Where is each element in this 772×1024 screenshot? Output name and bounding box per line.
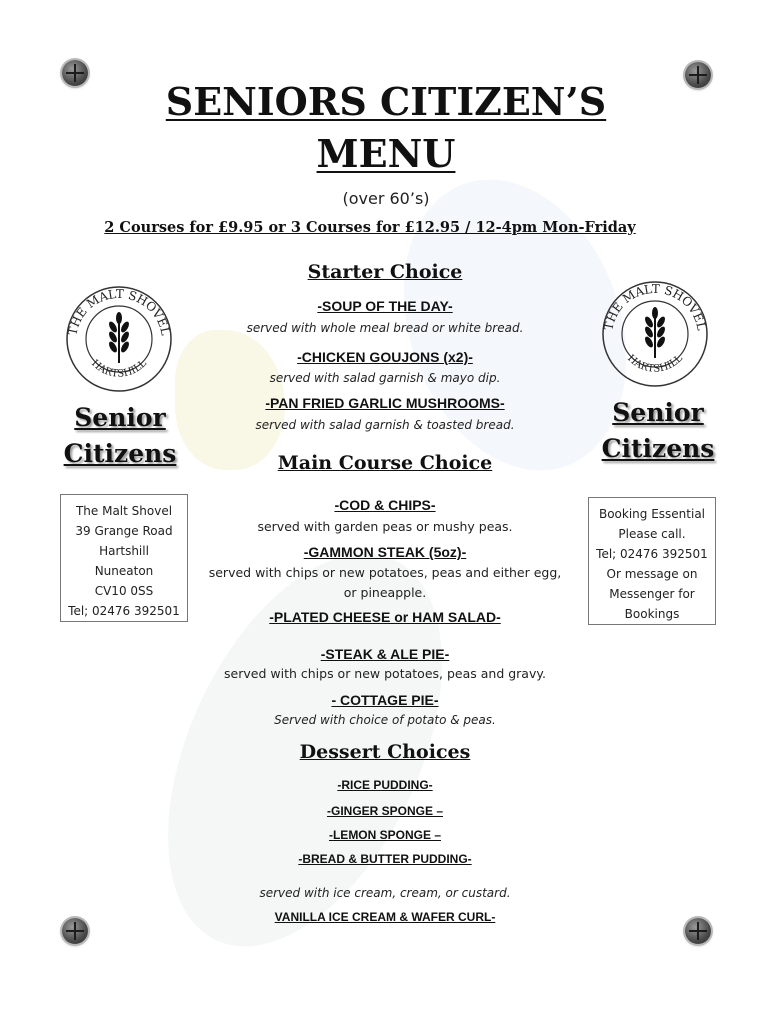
dessert-extra: VANILLA ICE CREAM & WAFER CURL- xyxy=(274,910,496,924)
senior-word: Senior xyxy=(74,403,166,432)
logo-bottom-text: HARTSHILL xyxy=(625,352,685,375)
booking-line: Bookings xyxy=(624,607,680,621)
senior-word: Senior xyxy=(612,398,704,427)
main-item-name: - COTTAGE PIE- xyxy=(331,692,439,708)
starter-item-name: -CHICKEN GOUJONS (x2)- xyxy=(297,349,473,365)
main-item-desc: Served with choice of potato & peas. xyxy=(274,713,496,727)
address-line: CV10 0SS xyxy=(94,584,154,598)
wheat-icon xyxy=(107,312,130,363)
address-line: The Malt Shovel xyxy=(75,504,173,518)
main-item-desc: or pineapple. xyxy=(343,585,427,600)
address-line: Hartshill xyxy=(99,544,149,558)
booking-line: Messenger for xyxy=(609,587,695,601)
screw-icon-bottom-right xyxy=(685,918,711,944)
starter-item-desc: served with whole meal bread or white bread. xyxy=(246,321,524,335)
citizens-word: Citizens xyxy=(601,434,715,463)
main-item-desc: served with garden peas or mushy peas. xyxy=(257,519,513,534)
price-line: 2 Courses for £9.95 or 3 Courses for £12.95 / 12-4pm Mon-Friday xyxy=(104,219,636,236)
starter-item-name: -PAN FRIED GARLIC MUSHROOMS- xyxy=(265,395,505,411)
starter-item-desc: served with salad garnish & toasted bread. xyxy=(255,418,515,432)
dessert-item: -RICE PUDDING- xyxy=(337,778,433,792)
booking-line: Or message on xyxy=(606,567,698,581)
address-line: Nuneaton xyxy=(94,564,154,578)
main-item-desc: served with chips or new potatoes, peas and either egg, xyxy=(208,565,562,580)
logo-bottom-text: HARTSHILL xyxy=(89,357,149,380)
screw-icon-bottom-left xyxy=(62,918,88,944)
senior-citizens-label-left xyxy=(40,400,200,472)
citizens-word: Citizens xyxy=(63,439,177,468)
menu-title-line2: MENU xyxy=(316,131,456,176)
dessert-item: -LEMON SPONGE – xyxy=(328,828,441,842)
malt-shovel-logo-right xyxy=(596,280,714,388)
booking-line: Please call. xyxy=(618,527,686,541)
dessert-item: -GINGER SPONGE – xyxy=(326,804,444,818)
main-item-name: -PLATED CHEESE or HAM SALAD- xyxy=(269,609,501,625)
booking-box xyxy=(588,497,716,625)
malt-shovel-logo-left xyxy=(60,285,178,393)
main-item-name: -COD & CHIPS- xyxy=(334,497,436,513)
main-item-desc: served with chips or new potatoes, peas and gravy. xyxy=(224,666,546,681)
booking-line: Booking Essential xyxy=(598,507,706,521)
wheat-icon xyxy=(643,307,666,358)
starter-heading: Starter Choice xyxy=(307,261,463,283)
dessert-item: -BREAD & BUTTER PUDDING- xyxy=(298,852,472,866)
dessert-heading: Dessert Choices xyxy=(299,741,471,763)
address-phone: Tel; 02476 392501 xyxy=(68,604,180,618)
senior-citizens-label-right xyxy=(578,395,738,467)
age-subtitle: (over 60’s) xyxy=(342,189,430,208)
main-course-heading: Main Course Choice xyxy=(277,452,493,474)
logo-top-text: THE MALT SHOVEL xyxy=(601,281,709,332)
booking-phone: Tel; 02476 392501 xyxy=(596,547,708,561)
dessert-served-with: served with ice cream, cream, or custard. xyxy=(259,886,511,900)
starter-item-desc: served with salad garnish & mayo dip. xyxy=(269,371,501,385)
main-item-name: -STEAK & ALE PIE- xyxy=(320,646,450,662)
starter-item-name: -SOUP OF THE DAY- xyxy=(317,298,453,314)
main-item-name: -GAMMON STEAK (5oz)- xyxy=(303,544,467,560)
address-line: 39 Grange Road xyxy=(75,524,173,538)
logo-top-text: THE MALT SHOVEL xyxy=(65,286,173,337)
address-box xyxy=(60,494,188,622)
menu-title-line1: SENIORS CITIZEN’S xyxy=(165,79,607,124)
